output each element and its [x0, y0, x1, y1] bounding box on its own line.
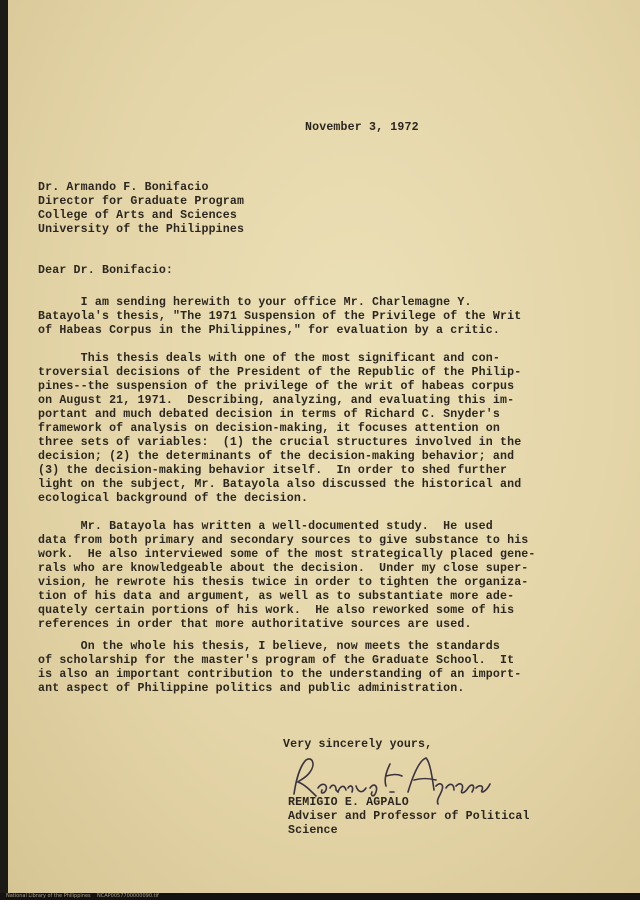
archive-footer-text: National Library of the Philippines NCAP0057700000090.tif: [6, 893, 159, 899]
body-line: of scholarship for the master's program of the Graduate School. It: [38, 654, 515, 667]
body-line: three sets of variables: (1) the crucial structures involved in the: [38, 436, 522, 449]
body-line: data from both primary and secondary sources to give substance to his: [38, 534, 529, 547]
closing: Very sincerely yours,: [283, 738, 433, 751]
body-line: of Habeas Corpus in the Philippines," for evaluation by a critic.: [38, 324, 500, 337]
signer-name: REMIGIO E. AGPALO: [288, 796, 409, 809]
body-line: quately certain portions of his work. He also reworked some of his: [38, 604, 515, 617]
body-line: work. He also interviewed some of the most strategically placed gene-: [38, 548, 536, 561]
body-line: ant aspect of Philippine politics and public administration.: [38, 682, 465, 695]
body-line: tion of his data and argument, as well as to substantiate more ade-: [38, 590, 515, 603]
body-line: troversial decisions of the President of the Republic of the Philip-: [38, 366, 522, 379]
addressee-line: College of Arts and Sciences: [38, 209, 238, 222]
body-line: This thesis deals with one of the most significant and con-: [38, 352, 500, 365]
body-line: rals who are knowledgeable about the decision. Under my close super-: [38, 562, 529, 575]
signer-title-line: Science: [288, 824, 338, 837]
body-line: references in order that more authoritative sources are used.: [38, 618, 472, 631]
body-line: is also an important contribution to the understanding of an import-: [38, 668, 522, 681]
body-line: I am sending herewith to your office Mr. Charlemagne Y.: [38, 296, 472, 309]
addressee-line: Dr. Armando F. Bonifacio: [38, 181, 209, 194]
archive-footer: [0, 893, 640, 900]
body-line: on August 21, 1971. Describing, analyzing, and evaluating this im-: [38, 394, 515, 407]
body-line: On the whole his thesis, I believe, now meets the standards: [38, 640, 500, 653]
addressee-line: University of the Philippines: [38, 223, 245, 236]
body-line: decision; (2) the determinants of the decision-making behavior; and: [38, 450, 515, 463]
letter-date: November 3, 1972: [305, 121, 419, 134]
body-line: vision, he rewrote his thesis twice in order to tighten the organiza-: [38, 576, 529, 589]
body-line: pines--the suspension of the privilege of the writ of habeas corpus: [38, 380, 515, 393]
body-line: Batayola's thesis, "The 1971 Suspension of the Privilege of the Writ: [38, 310, 522, 323]
body-line: Mr. Batayola has written a well-documented study. He used: [38, 520, 493, 533]
body-line: light on the subject, Mr. Batayola also discussed the historical and: [38, 478, 522, 491]
signer-title-line: Adviser and Professor of Political: [288, 810, 530, 823]
body-line: (3) the decision-making behavior itself. In order to shed further: [38, 464, 508, 477]
body-line: ecological background of the decision.: [38, 492, 309, 505]
body-line: framework of analysis on decision-making, it focuses attention on: [38, 422, 500, 435]
salutation: Dear Dr. Bonifacio:: [38, 264, 174, 277]
letter-page: [8, 0, 640, 893]
addressee-line: Director for Graduate Program: [38, 195, 245, 208]
body-line: portant and much debated decision in terms of Richard C. Snyder's: [38, 408, 500, 421]
